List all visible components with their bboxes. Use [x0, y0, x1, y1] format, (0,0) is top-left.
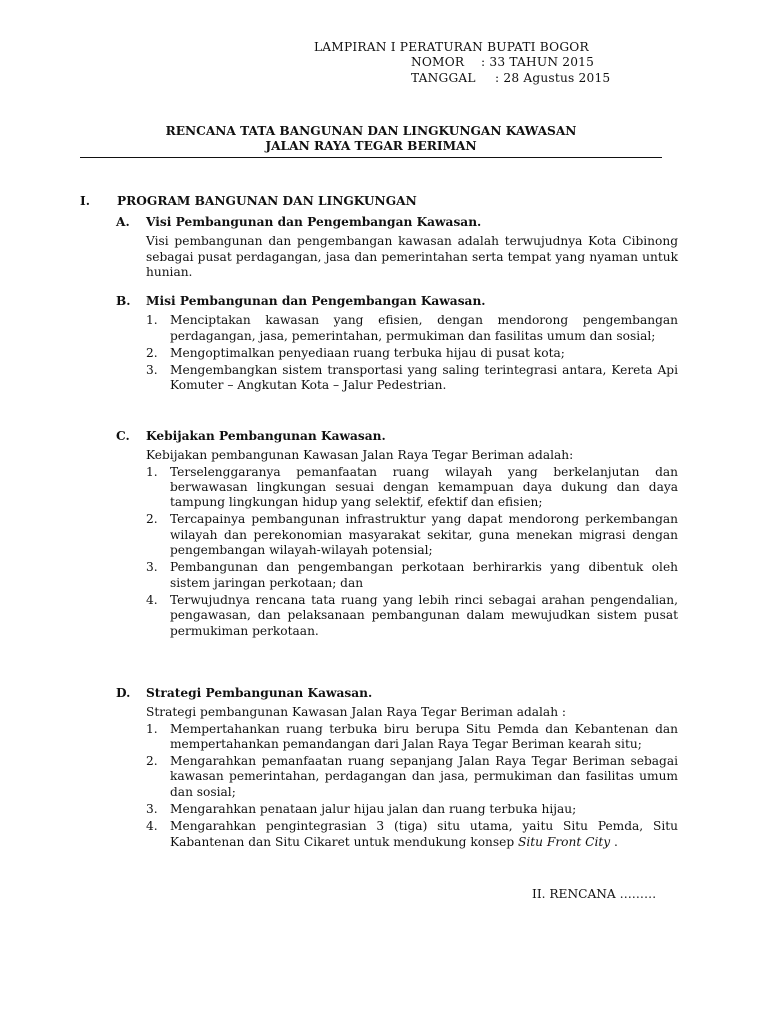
- header-tanggal: [314, 71, 610, 86]
- title-divider: [80, 157, 662, 158]
- subsection-b-heading: [116, 294, 678, 309]
- item-number: 1.: [146, 464, 158, 479]
- list-item: [116, 722, 678, 753]
- title-line2: JALAN RAYA TEGAR BERIMAN: [265, 139, 477, 154]
- list-item: [116, 754, 678, 800]
- list-item: [116, 819, 678, 850]
- item-tail: .: [610, 834, 618, 849]
- document-title: [80, 124, 662, 155]
- item-text: Tercapainya pembangunan infrastruktur yang dapat mendorong perkembangan wilayah dan perekonomian masyarakat sekitar, guna menekan migrasi dengan pengembangan wilayah-wilayah potensial;: [170, 512, 678, 558]
- item-text: Mengarahkan pemanfaatan ruang sepanjang Jalan Raya Tegar Beriman sebagai kawasan pemerintahan, perdagangan dan jasa, permukiman dan fasilitas umum dan sosial;: [170, 754, 678, 799]
- item-text: Terselenggaranya pemanfaatan ruang wilayah yang berkelanjutan dan berwawasan lingkungan sesuai dengan kemampuan daya dukung dan daya tampung lingkungan hidup yang selektif, efektif dan efisien;: [170, 464, 678, 510]
- subsection-c-heading: [116, 429, 678, 444]
- list-item: [116, 512, 678, 558]
- subsection-d-letter: D.: [116, 686, 131, 700]
- item-number: 2.: [146, 512, 158, 527]
- list-item: [116, 465, 678, 511]
- strategi-list: [116, 722, 678, 850]
- page-continuation: II. RENCANA ………: [532, 887, 657, 901]
- subsection-b-letter: B.: [116, 294, 131, 308]
- subsection-c: [116, 429, 678, 641]
- item-number: 3.: [146, 363, 158, 378]
- subsection-a-text: Visi pembangunan dan pengembangan kawasan adalah terwujudnya Kota Cibinong sebagai pusat perdagangan, jasa dan pemerintahan serta tempat yang nyaman untuk hunian.: [146, 234, 678, 279]
- subsection-a-heading: [116, 215, 678, 230]
- tanggal-label: TANGGAL: [411, 70, 476, 85]
- nomor-value: : 33 TAHUN 2015: [481, 55, 595, 70]
- subsection-d-intro: Strategi pembangunan Kawasan Jalan Raya Tegar Beriman adalah :: [146, 705, 567, 720]
- item-number: 1.: [146, 313, 158, 328]
- subsection-c-intro: Kebijakan pembangunan Kawasan Jalan Raya Tegar Beriman adalah:: [146, 448, 574, 463]
- subsection-b: [116, 294, 678, 396]
- item-number: 4.: [146, 592, 158, 607]
- document-header: [314, 40, 610, 86]
- item-text: Menciptakan kawasan yang efisien, dengan mendorong pengembangan perdagangan, jasa, pemerintahan, permukiman dan fasilitas umum dan sosial;: [170, 313, 678, 343]
- item-number: 4.: [146, 819, 158, 834]
- section-title: PROGRAM BANGUNAN DAN LINGKUNGAN: [117, 194, 417, 208]
- subsection-d-heading: [116, 686, 678, 701]
- subsection-d-title: Strategi Pembangunan Kawasan.: [146, 686, 373, 700]
- item-number: 1.: [146, 721, 158, 736]
- header-nomor: [314, 55, 610, 70]
- kebijakan-list: [116, 465, 678, 639]
- item-italic-text: Situ Front City: [518, 834, 611, 849]
- tanggal-value: : 28 Agustus 2015: [495, 70, 611, 85]
- item-text: Mengoptimalkan penyediaan ruang terbuka hijau di pusat kota;: [170, 345, 565, 360]
- item-text: Mempertahankan ruang terbuka biru berupa Situ Pemda dan Kebantenan dan mempertahankan pemandangan dari Jalan Raya Tegar Beriman kearah situ;: [170, 721, 678, 751]
- item-number: 3.: [146, 802, 158, 817]
- subsection-d: [116, 686, 678, 852]
- item-text: Mengarahkan pengintegrasian 3 (tiga) situ utama, yaitu Situ Pemda, Situ Kabantenan dan Situ Cikaret untuk mendukung konsep: [170, 819, 678, 849]
- item-text: Mengembangkan sistem transportasi yang saling terintegrasi antara, Kereta Api Komuter – Angkutan Kota – Jalur Pedestrian.: [170, 363, 678, 393]
- subsection-c-letter: C.: [116, 429, 130, 443]
- item-text: Mengarahkan penataan jalur hijau jalan dan ruang terbuka hijau;: [170, 802, 577, 817]
- list-item: [116, 593, 678, 639]
- subsection-c-title: Kebijakan Pembangunan Kawasan.: [146, 429, 386, 443]
- subsection-a-title: Visi Pembangunan dan Pengembangan Kawasan.: [146, 215, 482, 229]
- title-line1: RENCANA TATA BANGUNAN DAN LINGKUNGAN KAWASAN: [165, 124, 577, 138]
- list-item: [116, 313, 678, 344]
- item-number: 2.: [146, 345, 158, 360]
- section-numeral: I.: [80, 194, 90, 208]
- subsection-b-title: Misi Pembangunan dan Pengembangan Kawasan.: [146, 294, 486, 308]
- item-text: Pembangunan dan pengembangan perkotaan berhirarkis yang dibentuk oleh sistem jaringan perkotaan; dan: [170, 560, 678, 590]
- misi-list: [116, 313, 678, 393]
- subsection-a: [116, 215, 678, 280]
- list-item: [116, 346, 678, 361]
- list-item: [116, 560, 678, 591]
- item-number: 3.: [146, 560, 158, 575]
- item-text: Terwujudnya rencana tata ruang yang lebih rinci sebagai arahan pengendalian, pengawasan, dan pelaksanaan pembangunan dalam mewujudkan sistem pusat permukiman perkotaan.: [170, 592, 678, 638]
- nomor-label: NOMOR: [411, 55, 465, 70]
- subsection-a-letter: A.: [116, 215, 130, 229]
- item-number: 2.: [146, 754, 158, 769]
- list-item: [116, 802, 678, 817]
- header-line1: LAMPIRAN I PERATURAN BUPATI BOGOR: [314, 40, 589, 54]
- list-item: [116, 363, 678, 394]
